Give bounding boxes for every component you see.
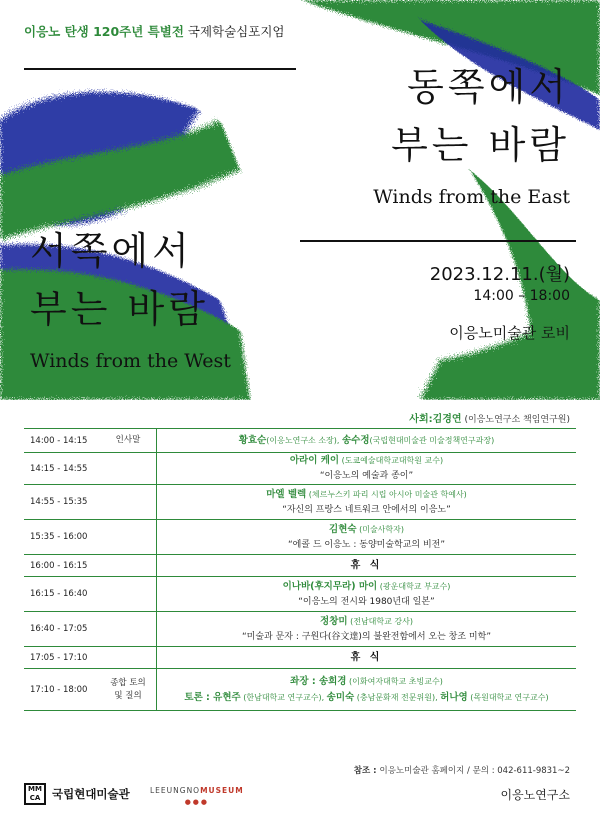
speaker-affiliation: (이화여자대학교 초빙교수) — [346, 676, 443, 686]
mmca-mark-icon: MM CA — [24, 783, 46, 805]
speaker-line — [157, 690, 576, 706]
talk-title: “이응노의 전시와 1980년대 일본” — [298, 596, 435, 607]
session-kind: 종합 토의 및 질의 — [100, 669, 157, 711]
session-time: 17:05 - 17:10 — [24, 647, 100, 669]
moderator-affil: (이응노연구소 책임연구원) — [461, 415, 570, 425]
schedule-row — [24, 453, 576, 485]
event-date: 2023.12.11.(월) — [429, 264, 570, 285]
speaker-name: 정창미 — [320, 615, 348, 627]
session-kind — [100, 647, 157, 669]
speaker-affiliation: (한남대학교 연구교수), — [240, 692, 327, 702]
talk-title: “에콜 드 이응노 : 동양미술학교의 비전” — [287, 539, 446, 550]
session-time: 16:00 - 16:15 — [24, 555, 100, 577]
event-time: 14:00 – 18:00 — [473, 288, 570, 304]
lee-dots: ●●● — [184, 798, 210, 806]
leeungno-museum-logo — [150, 786, 244, 806]
institute-logo: 이응노연구소 — [500, 788, 570, 802]
session-time: 17:10 - 18:00 — [24, 669, 100, 711]
east-title-en: Winds from the East — [373, 186, 570, 208]
moderator — [409, 410, 570, 425]
session-time: 16:15 - 16:40 — [24, 577, 100, 612]
mmca-logo — [24, 783, 130, 805]
east-title-line1: 동쪽에서 — [407, 65, 570, 109]
speaker-name: 좌장 : 송희경 — [290, 675, 347, 687]
speaker-name: 송수정 — [341, 434, 370, 446]
speaker-affiliation: (충남문화재 전문위원), — [354, 692, 441, 702]
break-label: 휴 식 — [350, 559, 383, 571]
break-label: 휴 식 — [350, 651, 383, 663]
moderator-name: 사회:김경연 — [409, 414, 462, 425]
west-title-line2: 부는 바람 — [30, 287, 209, 331]
session-kind — [100, 555, 157, 577]
session-content — [157, 555, 577, 577]
session-kind — [100, 485, 157, 520]
session-content — [157, 485, 577, 520]
schedule-row — [24, 647, 576, 669]
schedule-row — [24, 429, 576, 453]
schedule-row — [24, 485, 576, 520]
session-kind — [100, 577, 157, 612]
lee-name-post: MUSEUM — [200, 786, 244, 795]
session-time: 14:15 - 14:55 — [24, 453, 100, 485]
speaker-affiliation: (광운대학교 부교수) — [377, 581, 451, 591]
speaker-line — [157, 433, 576, 449]
divider-rule — [300, 240, 576, 242]
speaker-affiliation: (도쿄예술대학교대학원 교수) — [339, 456, 444, 465]
speaker-name: 마엘 벨렉 — [266, 488, 307, 500]
session-content — [157, 577, 577, 612]
schedule-row — [24, 612, 576, 647]
speaker-name: 황효순 — [238, 434, 267, 446]
speaker-line — [157, 614, 576, 630]
session-content — [157, 647, 577, 669]
speaker-line — [157, 579, 576, 595]
speaker-line — [157, 487, 576, 503]
contact-label: 참조 : — [353, 766, 380, 776]
schedule-row — [24, 520, 576, 555]
speaker-affiliation: (목원대학교 연구교수) — [467, 692, 549, 702]
schedule-row — [24, 555, 576, 577]
talk-title: “자신의 프랑스 네트워크 안에서의 이응노” — [282, 504, 451, 515]
schedule-table — [24, 428, 576, 711]
speaker-name: 송미숙 — [326, 691, 355, 703]
west-title-line1: 서쪽에서 — [30, 229, 193, 273]
speaker-line — [157, 674, 576, 690]
east-title-ko — [391, 58, 570, 174]
symposium-title — [24, 22, 284, 40]
west-title-ko — [30, 222, 209, 338]
talk-title: “이응노의 예술과 종이” — [319, 471, 414, 481]
session-content — [157, 520, 577, 555]
session-content — [157, 669, 577, 711]
session-kind — [100, 612, 157, 647]
mmca-name: 국립현대미술관 — [52, 787, 130, 801]
speaker-name: 김현숙 — [329, 523, 357, 535]
session-time: 16:40 - 17:05 — [24, 612, 100, 647]
east-title-line2: 부는 바람 — [391, 123, 570, 167]
event-highlight: 이응노 탄생 120주년 특별전 — [24, 24, 184, 39]
speaker-affiliation: (미술사학자) — [356, 524, 404, 534]
speaker-affiliation: (국립현대미술관 미술정책연구과장) — [369, 435, 495, 445]
schedule-row — [24, 669, 576, 711]
speaker-line — [157, 453, 576, 469]
speaker-name: 아라이 케이 — [289, 455, 340, 466]
lee-name-pre: LEEUNGNO — [150, 786, 201, 795]
speaker-affiliation: (전남대학교 강사) — [347, 616, 413, 626]
session-content — [157, 429, 577, 453]
speaker-name: 허나영 — [440, 691, 468, 703]
talk-title: “미술과 문자 : 구원다(谷文達)의 불완전함에서 오는 창조 미학” — [242, 631, 491, 642]
divider-rule — [24, 68, 296, 70]
session-kind: 인사말 — [100, 429, 157, 453]
speaker-affiliation: (체르누스키 파리 시립 아시아 미술관 학예사) — [306, 489, 467, 499]
session-time: 14:55 - 15:35 — [24, 485, 100, 520]
speaker-name: 토론 : 유현주 — [184, 691, 241, 703]
west-title-en: Winds from the West — [30, 350, 231, 372]
contact-note — [354, 764, 570, 776]
session-content — [157, 453, 577, 485]
event-rest: 국제학술심포지엄 — [183, 24, 285, 39]
event-venue: 이응노미술관 로비 — [449, 324, 570, 342]
session-kind — [100, 520, 157, 555]
schedule-row — [24, 577, 576, 612]
session-content — [157, 612, 577, 647]
speaker-affiliation: (이응노연구소 소장), — [266, 435, 342, 445]
session-time: 14:00 - 14:15 — [24, 429, 100, 453]
speaker-name: 이나바(후지무라) 마이 — [282, 580, 378, 592]
session-time: 15:35 - 16:00 — [24, 520, 100, 555]
session-kind — [100, 453, 157, 485]
contact-text: 이응노미술관 홈페이지 / 문의 : 042-611-9831~2 — [379, 766, 570, 776]
speaker-line — [157, 522, 576, 538]
